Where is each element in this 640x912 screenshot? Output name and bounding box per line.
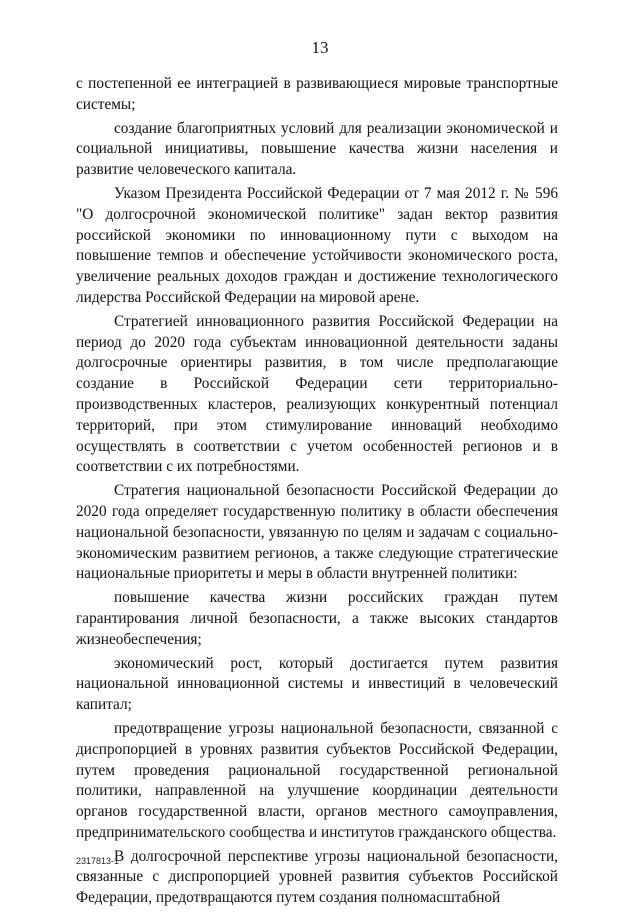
document-code: 2317813-1 — [76, 856, 120, 866]
paragraph-continuation: с постепенной ее интеграцией в развивающиеся мировые транспортные системы; — [76, 75, 558, 113]
paragraph-innovation-strategy: Стратегией инновационного развития Российской Федерации на период до 2020 года субъектам инновационной деятельности заданы долгосрочные ориентиры развития, в том числе предполагающие создание в Российской Федерации сети территориально-производственных кластеров, реализующих конкурентный потенциал территорий, при этом стимулирование инноваций необходимо осуществлять в соответствии с учетом особенностей регионов и в соответствии с их потребностями. — [76, 312, 558, 476]
paragraph-threat-prevention: предотвращение угрозы национальной безопасности, связанной с диспропорцией в уровнях развития субъектов Российской Федерации, путем проведения рациональной государственной региональной политики, направленной на улучшение координации деятельности органов государственной власти, органов местного самоуправления, предпринимательского сообщества и институтов гражданского общества. — [76, 719, 558, 841]
paragraph-social-initiative: создание благоприятных условий для реализации экономической и социальной инициативы, повышение качества жизни населения и развитие человеческого капитала. — [76, 119, 558, 179]
document-body — [76, 74, 558, 912]
paragraph-presidential-decree: Указом Президента Российской Федерации от 7 мая 2012 г. № 596 "О долгосрочной экономической политике" задан вектор развития российской экономики по инновационному пути с выходом на повышение темпов и обеспечение устойчивости экономического роста, увеличение реальных доходов граждан и достижение технологического лидерства Российской Федерации на мировой арене. — [76, 184, 558, 306]
paragraph-economic-growth: экономический рост, который достигается путем развития национальной инновационной системы и инвестиций в человеческий капитал; — [76, 654, 558, 714]
page-number: 13 — [311, 38, 329, 57]
paragraph-national-security-strategy: Стратегия национальной безопасности Российской Федерации до 2020 года определяет государственную политику в области обеспечения национальной безопасности, увязанную по целям и задачам с социально-экономическим развитием регионов, а также следующие стратегические национальные приоритеты и меры в области внутренней политики: — [76, 482, 558, 583]
paragraph-long-term-perspective: В долгосрочной перспективе угрозы национальной безопасности, связанные с диспропорцией уровней развития субъектов Российской Федерации, предотвращаются путем создания полномасштабной — [76, 847, 558, 907]
paragraph-quality-of-life: повышение качества жизни российских граждан путем гарантирования личной безопасности, а также высоких стандартов жизнеобеспечения; — [76, 589, 558, 648]
